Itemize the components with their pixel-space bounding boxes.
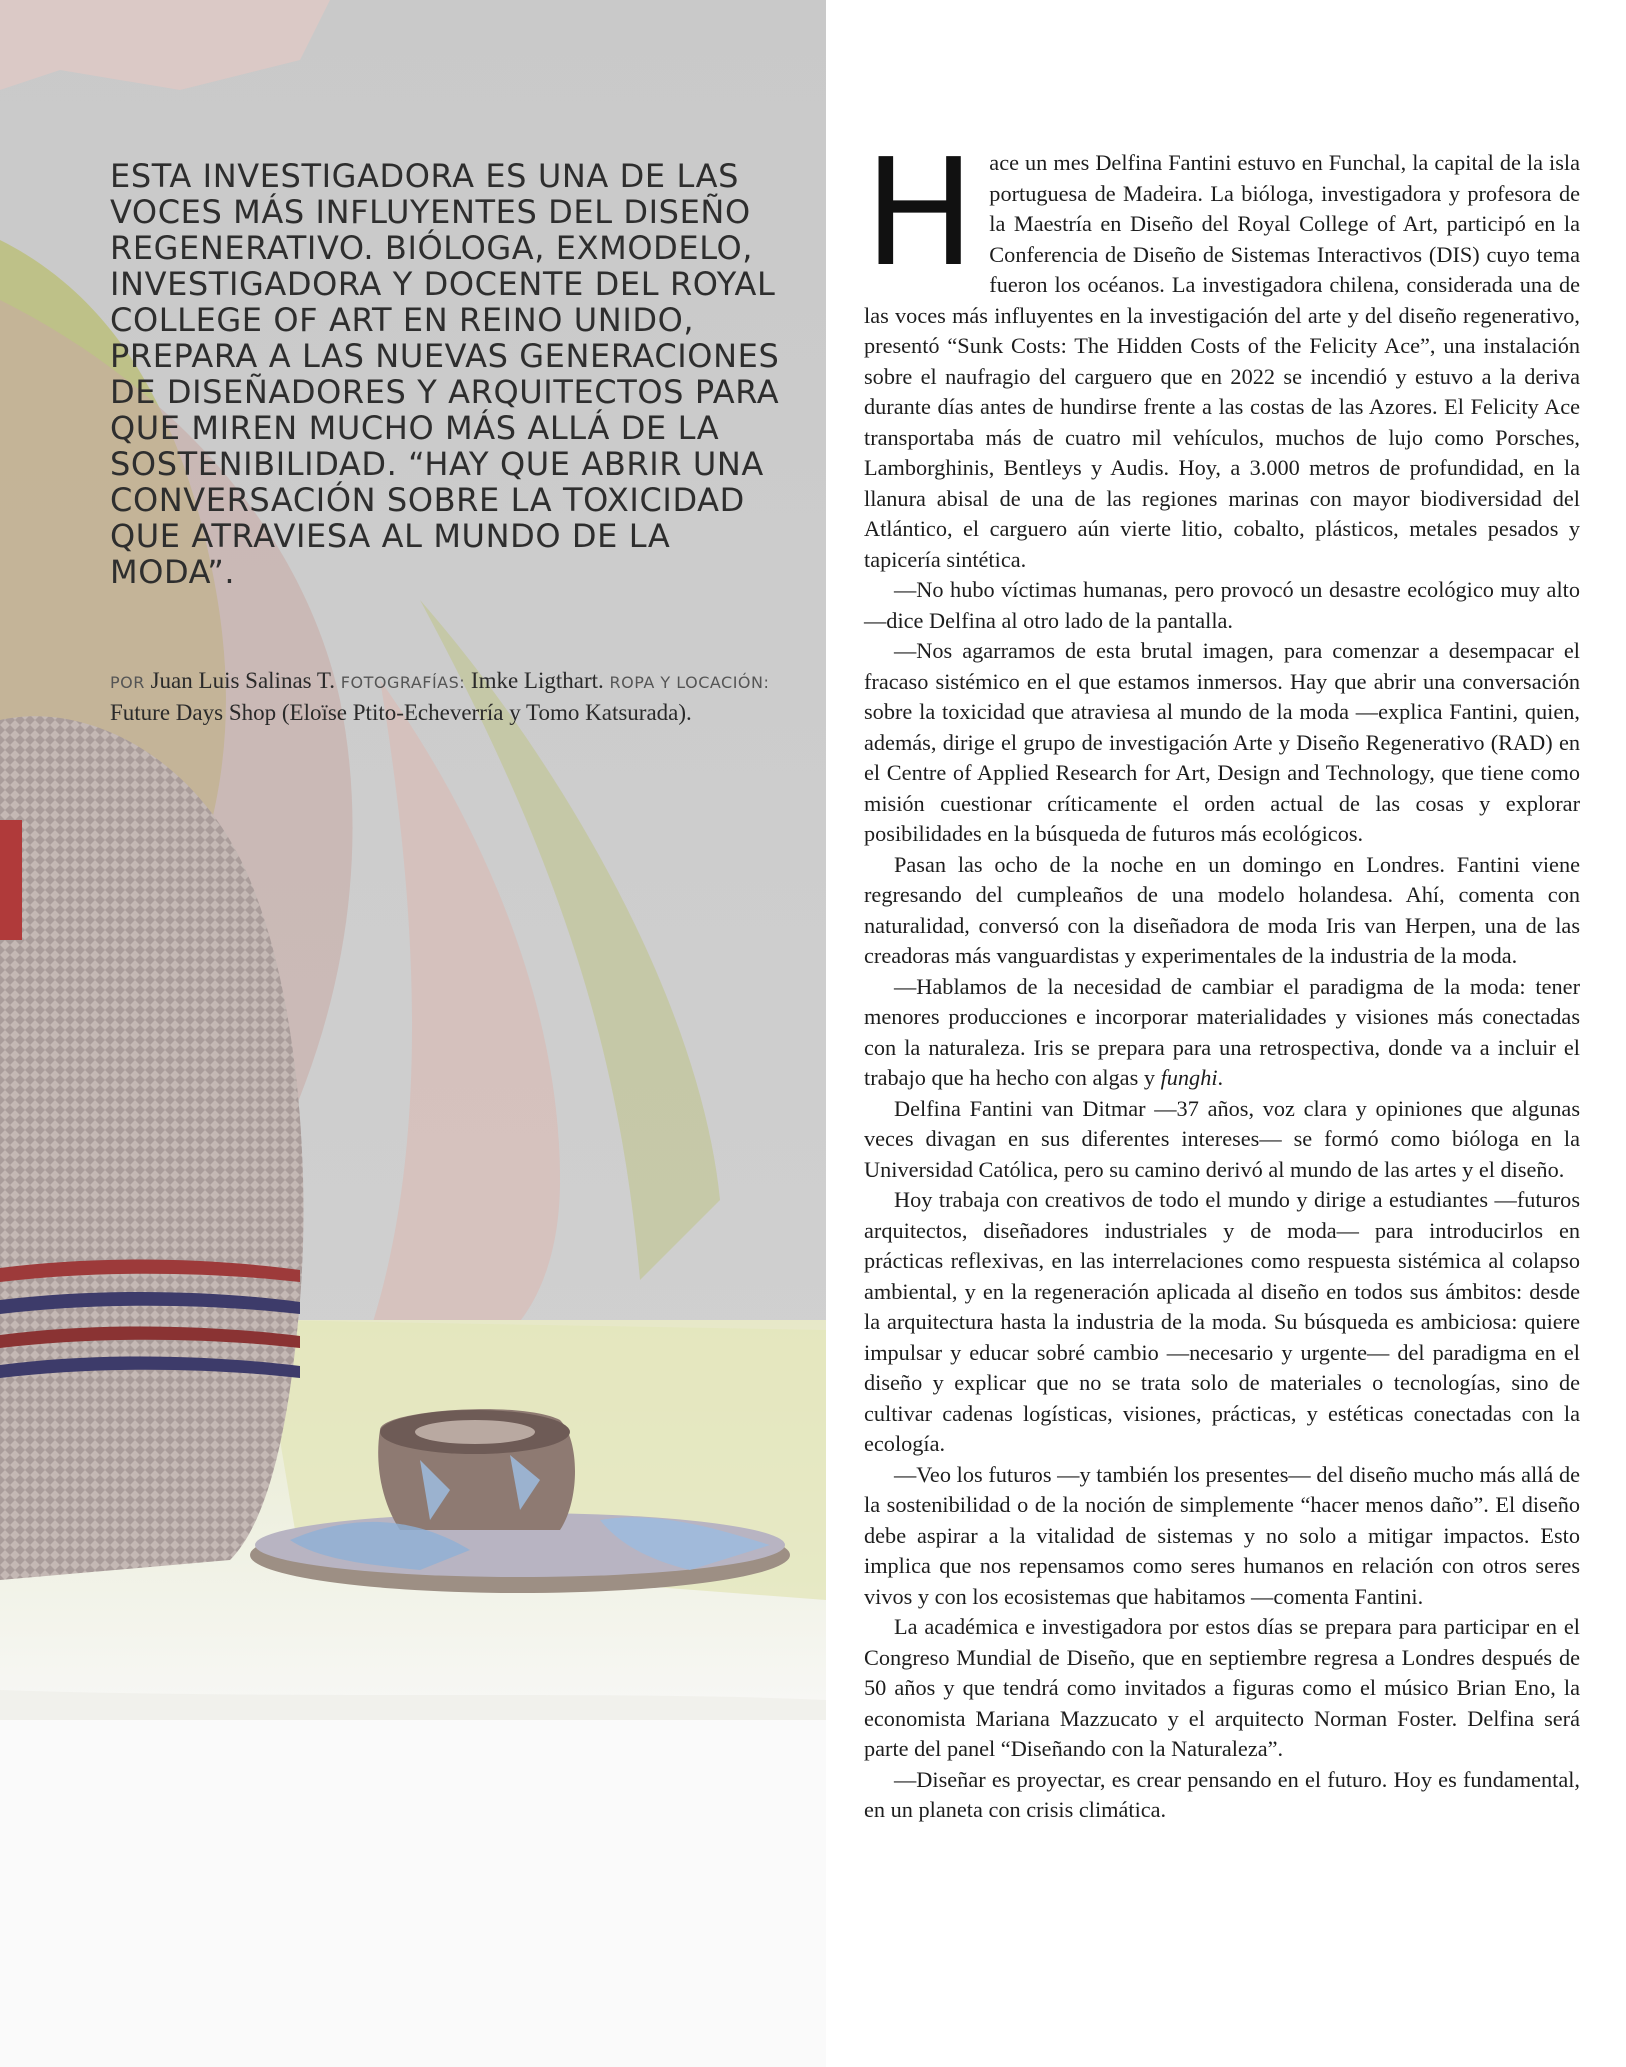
paragraph-5-italic: funghi [1160, 1065, 1218, 1090]
credit-author: Juan Luis Salinas T. [150, 668, 336, 693]
credit-styling-label: ROPA Y LOCACIÓN: [609, 673, 770, 692]
intro-deck: ESTA INVESTIGADORA ES UNA DE LAS VOCES MÁS INFLUYENTES DEL DISEÑO REGENERATIVO. BIÓLOGA, EXMODELO, INVESTIGADORA Y DOCENTE DEL ROYAL COLLEGE OF ART EN REINO UNIDO, PREPARA A LAS NUEVAS GENERACIONES DE DISEÑADORES Y ARQUITECTOS PARA QUE MIREN MUCHO MÁS ALLÁ DE LA SOSTENIBILIDAD. “HAY QUE ABRIR UNA CONVERSACIÓN SOBRE LA TOXICIDAD QUE ATRAVIESA AL MUNDO DE LA MODA”. [110, 157, 780, 591]
paragraph-5 [864, 972, 1580, 1094]
paragraph-8: —Veo los futuros —y también los presentes— del diseño mucho más allá de la sostenibilidad o de la noción de simplemente “hacer menos daño”. El diseño debe aspirar a la vitalidad de sistemas y no solo a mitigar impactos. Esto implica que nos repensamos como seres humanos en relación con otros seres vivos y con los ecosistemas que habitamos —comenta Fantini. [864, 1461, 1580, 1609]
credit-photographer: Imke Ligthart. [470, 668, 604, 693]
paragraph-5-end: . [1217, 1065, 1224, 1090]
paragraph-1 [864, 127, 1580, 575]
paragraph-10: —Diseñar es proyectar, es crear pensando en el futuro. Hoy es fundamental, en un planeta con crisis climática. [864, 1766, 1580, 1822]
credit-photo-label: FOTOGRAFÍAS: [340, 673, 466, 692]
credit-by-label: POR [110, 673, 145, 692]
paragraph-1-text: ace un mes Delfina Fantini estuvo en Funchal, la capital de la isla portuguesa de Madeira. La bióloga, investigadora y profesora de la Maestría en Diseño del Royal College of Art, participó en la Conferencia de Diseño de Sistemas Interactivos (DIS) cuyo tema fueron los océanos. La investigadora chilena, considerada una de las voces más influyentes en la investigación del arte y del diseño regenerativo, presentó “Sunk Costs: The Hidden Costs of the Felicity Ace”, una instalación sobre el naufragio del carguero que en 2022 se incendió y estuvo a la deriva durante días antes de hundirse frente a las costas de las Azores. El Felicity Ace transportaba más de cuatro mil vehículos, muchos de lujo como Porsches, Lamborghinis, Bentleys y Audis. Hoy, a 3.000 metros de profundidad, en la llanura abisal de una de las regiones marinas con mayor biodiversidad del Atlántico, el carguero aún vierte litio, cobalto, plásticos, metales pesados y tapicería sintética. [864, 150, 1580, 572]
credit-styling: Future Days Shop (Eloïse Ptito-Echeverría y Tomo Katsurada). [110, 700, 692, 725]
article-body [864, 127, 1580, 1826]
paragraph-9: La académica e investigadora por estos días se prepara para participar en el Congreso Mundial de Diseño, que en septiembre regresa a Londres después de 50 años y que tendrá como invitados a figuras como el músico Brian Eno, la economista Mariana Mazzucato y el arquitecto Norman Foster. Delfina será parte del panel “Diseñando con la Naturaleza”. [864, 1614, 1580, 1761]
paragraph-3: —Nos agarramos de esta brutal imagen, para comenzar a desempacar el fracaso sistémico en el que estamos inmersos. Hay que abrir una conversación sobre la toxicidad que atraviesa al mundo de la moda —explica Fantini, quien, además, dirige el grupo de investigación Arte y Diseño Regenerativo (RAD) en el Centre of Applied Research for Art, Design and Technology, que tiene como misión cuestionar críticamente el orden actual de las cosas y explorar posibilidades en la búsqueda de futuros más ecológicos. [864, 638, 1580, 846]
credits [110, 666, 790, 728]
drop-cap: H [864, 127, 976, 299]
paragraph-5-text: —Hablamos de la necesidad de cambiar el paradigma de la moda: tener menores producciones e incorporar materialidades y visiones más conectadas con la naturaleza. Iris se prepara para una retrospectiva, donde va a incluir el trabajo que ha hecho con algas y [864, 973, 1580, 1090]
paragraph-6: Delfina Fantini van Ditmar —37 años, voz clara y opiniones que algunas veces divagan en sus diferentes intereses— se formó como bióloga en la Universidad Católica, pero su camino derivó al mundo de las artes y el diseño. [864, 1095, 1580, 1182]
paragraph-2: —No hubo víctimas humanas, pero provocó un desastre ecológico muy alto —dice Delfina al otro lado de la pantalla. [864, 577, 1580, 633]
paragraph-4: Pasan las ocho de la noche en un domingo en Londres. Fantini viene regresando del cumpleaños de una modelo holandesa. Ahí, comenta con naturalidad, conversó con la diseñadora de moda Iris van Herpen, una de las creadoras más vanguardistas y experimentales de la industria de la moda. [864, 851, 1580, 968]
paragraph-7: Hoy trabaja con creativos de todo el mundo y dirige a estudiantes —futuros arquitectos, diseñadores industriales y de moda— para introducirlos en prácticas reflexivas, en las interrelaciones como respuesta sistémica al colapso ambiental, y en la regeneración aplicada al diseño en todos sus ámbitos: desde la arquitectura hasta la industria de la moda. Su búsqueda es ambiciosa: quiere impulsar y educar sobré cambio —necesario y urgente— del paradigma en el diseño y explicar que no se trata solo de materiales o tecnologías, sino de cultivar cadenas logísticas, visiones, prácticas, y estéticas conectadas con la ecología. [864, 1187, 1580, 1456]
